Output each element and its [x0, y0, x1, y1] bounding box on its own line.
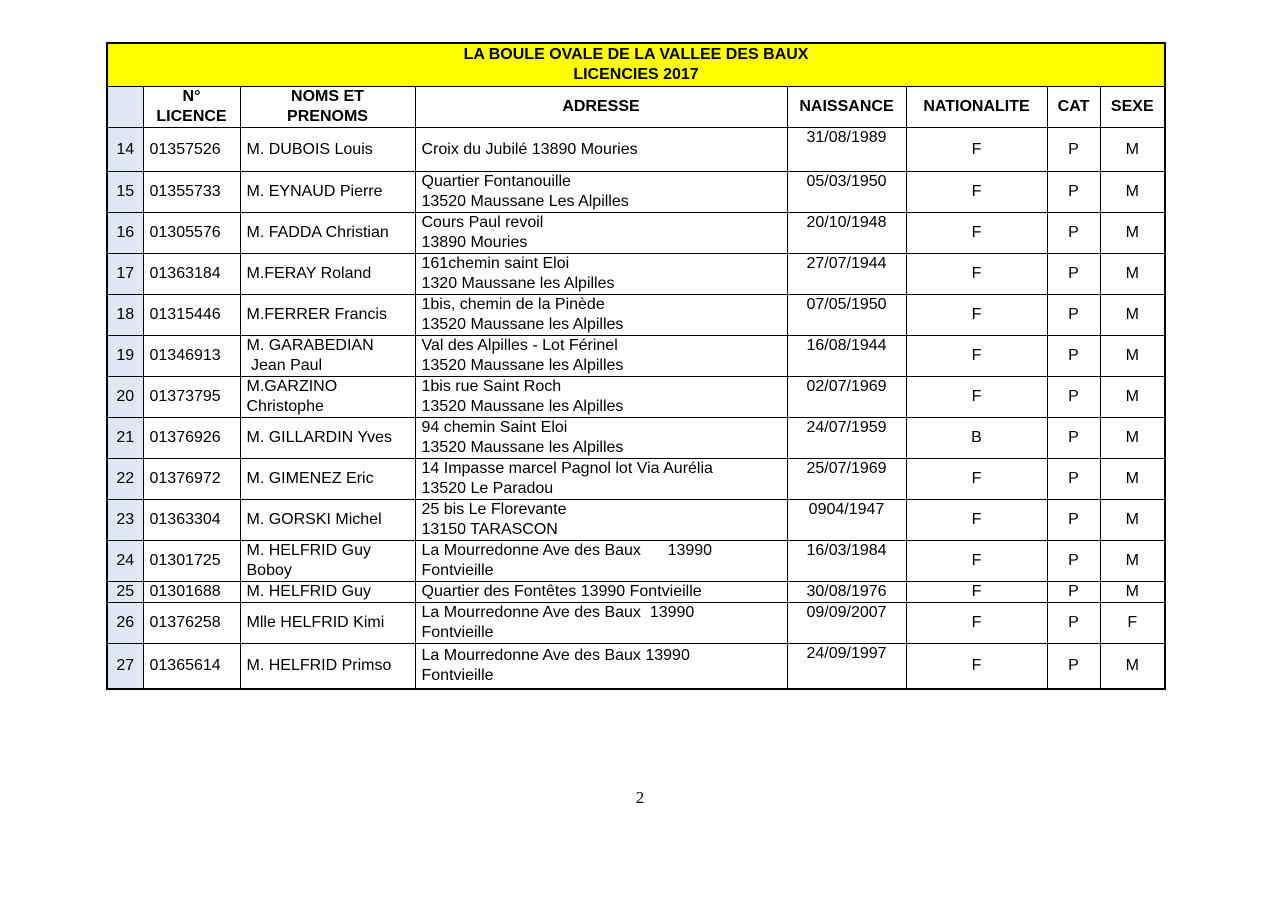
birth-date-cell: 25/07/1969 — [787, 459, 906, 500]
birth-date-cell: 0904/1947 — [787, 500, 906, 541]
address-line: 13890 Mouries — [421, 234, 528, 251]
nationality-cell: F — [906, 644, 1047, 690]
name-line: M. FADDA Christian — [246, 224, 389, 241]
name-line: M. GORSKI Michel — [246, 511, 382, 528]
category-cell: P — [1047, 603, 1100, 644]
name-line: M. GARABEDIAN — [246, 337, 374, 354]
address-line: 161chemin saint Eloi — [421, 255, 570, 272]
licence-cell: 01376926 — [143, 418, 240, 459]
address-cell — [415, 541, 787, 582]
licence-cell: 01346913 — [143, 336, 240, 377]
nationality-cell: F — [906, 254, 1047, 295]
name-cell — [240, 213, 415, 254]
address-line: 1320 Maussane les Alpilles — [421, 275, 615, 292]
address-cell — [415, 459, 787, 500]
name-line: M. HELFRID Guy — [246, 583, 371, 600]
column-header-nationality: NATIONALITE — [906, 87, 1047, 128]
licence-cell: 01363304 — [143, 500, 240, 541]
row-number-cell: 24 — [107, 541, 143, 582]
name-line: M. GIMENEZ Eric — [246, 470, 374, 487]
sex-cell: M — [1100, 213, 1165, 254]
table-row — [107, 213, 1165, 254]
address-cell — [415, 254, 787, 295]
category-cell: P — [1047, 582, 1100, 603]
birth-date-cell: 20/10/1948 — [787, 213, 906, 254]
table-row — [107, 128, 1165, 172]
table-row — [107, 336, 1165, 377]
category-cell: P — [1047, 128, 1100, 172]
address-cell — [415, 172, 787, 213]
category-cell: P — [1047, 295, 1100, 336]
category-cell: P — [1047, 459, 1100, 500]
address-line: 1bis, chemin de la Pinède — [421, 296, 605, 313]
address-line: Fontvieille — [421, 562, 494, 579]
birth-date-cell: 02/07/1969 — [787, 377, 906, 418]
nationality-cell: F — [906, 128, 1047, 172]
licence-cell: 01355733 — [143, 172, 240, 213]
column-header-licence — [143, 87, 240, 128]
document-title — [107, 43, 1165, 87]
name-line: M.GARZINO — [246, 378, 338, 395]
row-number-cell: 19 — [107, 336, 143, 377]
birth-date-cell: 16/08/1944 — [787, 336, 906, 377]
row-number-cell: 26 — [107, 603, 143, 644]
category-cell: P — [1047, 172, 1100, 213]
row-number-cell: 14 — [107, 128, 143, 172]
name-line: M. HELFRID Guy — [246, 542, 371, 559]
address-cell — [415, 295, 787, 336]
column-header-licence-line-1: N° — [182, 88, 201, 105]
nationality-cell: F — [906, 213, 1047, 254]
column-header-sex: SEXE — [1100, 87, 1165, 128]
address-line: 13520 Maussane les Alpilles — [421, 357, 624, 374]
title-line-1: LA BOULE OVALE DE LA VALLEE DES BAUX — [463, 46, 809, 63]
birth-date-cell: 27/07/1944 — [787, 254, 906, 295]
licence-cell: 01315446 — [143, 295, 240, 336]
address-line: 13520 Maussane les Alpilles — [421, 316, 624, 333]
table-row — [107, 418, 1165, 459]
name-cell — [240, 500, 415, 541]
address-line: 13520 Le Paradou — [421, 480, 554, 497]
row-number-cell: 21 — [107, 418, 143, 459]
name-line: Mlle HELFRID Kimi — [246, 614, 385, 631]
address-cell — [415, 418, 787, 459]
nationality-cell: F — [906, 336, 1047, 377]
birth-date-cell: 05/03/1950 — [787, 172, 906, 213]
licence-cell: 01301725 — [143, 541, 240, 582]
row-number-cell: 22 — [107, 459, 143, 500]
address-line: La Mourredonne Ave des Baux 13990 — [421, 542, 713, 559]
address-line: Croix du Jubilé 13890 Mouries — [421, 140, 638, 158]
sex-cell: M — [1100, 172, 1165, 213]
name-cell — [240, 172, 415, 213]
row-number-cell: 18 — [107, 295, 143, 336]
address-line: Fontvieille — [421, 624, 494, 641]
licence-cell: 01357526 — [143, 128, 240, 172]
address-line: 13150 TARASCON — [421, 521, 558, 538]
address-cell — [415, 500, 787, 541]
address-line: 13520 Maussane Les Alpilles — [421, 193, 629, 210]
nationality-cell: F — [906, 172, 1047, 213]
title-line-2: LICENCIES 2017 — [573, 66, 699, 83]
name-cell — [240, 418, 415, 459]
address-line: 13520 Maussane les Alpilles — [421, 439, 624, 456]
page-number: 2 — [635, 788, 645, 807]
name-line: M.FERRER Francis — [246, 306, 387, 323]
row-number-cell: 16 — [107, 213, 143, 254]
table-row — [107, 603, 1165, 644]
category-cell: P — [1047, 254, 1100, 295]
nationality-cell: F — [906, 295, 1047, 336]
name-cell — [240, 644, 415, 690]
column-header-licence-line-2: LICENCE — [156, 108, 227, 125]
category-cell: P — [1047, 500, 1100, 541]
table-body — [107, 128, 1165, 690]
address-line: 13520 Maussane les Alpilles — [421, 398, 624, 415]
sex-cell: M — [1100, 128, 1165, 172]
address-cell — [415, 128, 787, 172]
table-row — [107, 172, 1165, 213]
category-cell: P — [1047, 336, 1100, 377]
table-row — [107, 644, 1165, 690]
nationality-cell: F — [906, 500, 1047, 541]
address-line: 94 chemin Saint Eloi — [421, 419, 568, 436]
address-cell — [415, 213, 787, 254]
name-cell — [240, 377, 415, 418]
column-header-address: ADRESSE — [415, 87, 787, 128]
row-number-cell: 23 — [107, 500, 143, 541]
address-line: La Mourredonne Ave des Baux 13990 — [421, 604, 695, 621]
sex-cell: M — [1100, 644, 1165, 690]
licence-cell: 01301688 — [143, 582, 240, 603]
column-header-name-line-2: PRENOMS — [287, 108, 368, 125]
address-cell — [415, 644, 787, 690]
licence-cell: 01376972 — [143, 459, 240, 500]
address-line: 14 Impasse marcel Pagnol lot Via Aurélia — [421, 460, 713, 477]
birth-date-cell: 31/08/1989 — [787, 128, 906, 172]
sex-cell: F — [1100, 603, 1165, 644]
address-line: 1bis rue Saint Roch — [421, 378, 562, 395]
table-row — [107, 377, 1165, 418]
address-line: 25 bis Le Florevante — [421, 501, 567, 518]
name-cell — [240, 459, 415, 500]
address-cell — [415, 582, 787, 603]
name-line: M. DUBOIS Louis — [246, 140, 373, 158]
name-cell — [240, 254, 415, 295]
nationality-cell: F — [906, 541, 1047, 582]
sex-cell: M — [1100, 295, 1165, 336]
licence-cell: 01363184 — [143, 254, 240, 295]
birth-date-cell: 07/05/1950 — [787, 295, 906, 336]
row-number-cell: 15 — [107, 172, 143, 213]
sex-cell: M — [1100, 582, 1165, 603]
licence-cell: 01305576 — [143, 213, 240, 254]
licence-cell: 01376258 — [143, 603, 240, 644]
address-line: Quartier Fontanouille — [421, 173, 571, 190]
table-row — [107, 295, 1165, 336]
name-line: Boboy — [246, 562, 292, 579]
sex-cell: M — [1100, 377, 1165, 418]
name-cell — [240, 541, 415, 582]
name-cell — [240, 295, 415, 336]
column-header-cat: CAT — [1047, 87, 1100, 128]
licence-cell: 01365614 — [143, 644, 240, 690]
name-line: Christophe — [246, 398, 324, 415]
birth-date-cell: 24/09/1997 — [787, 644, 906, 690]
row-number-cell: 20 — [107, 377, 143, 418]
row-number-cell: 17 — [107, 254, 143, 295]
row-number-cell: 27 — [107, 644, 143, 690]
column-header-name — [240, 87, 415, 128]
category-cell: P — [1047, 377, 1100, 418]
name-cell — [240, 336, 415, 377]
category-cell: P — [1047, 644, 1100, 690]
category-cell: P — [1047, 418, 1100, 459]
table-row — [107, 582, 1165, 603]
licensee-table — [106, 42, 1166, 690]
address-line: Quartier des Fontêtes 13990 Fontvieille — [421, 583, 702, 600]
birth-date-cell: 16/03/1984 — [787, 541, 906, 582]
column-header-number — [107, 87, 143, 128]
table-row — [107, 500, 1165, 541]
birth-date-cell: 09/09/2007 — [787, 603, 906, 644]
address-cell — [415, 603, 787, 644]
sex-cell: M — [1100, 418, 1165, 459]
name-cell — [240, 582, 415, 603]
birth-date-cell: 24/07/1959 — [787, 418, 906, 459]
address-line: Cours Paul revoil — [421, 214, 544, 231]
name-line: M.FERAY Roland — [246, 265, 372, 282]
column-header-name-line-1: NOMS ET — [291, 88, 364, 105]
name-line: Jean Paul — [246, 357, 323, 374]
nationality-cell: B — [906, 418, 1047, 459]
table-row — [107, 254, 1165, 295]
address-cell — [415, 336, 787, 377]
title-row — [107, 43, 1165, 87]
category-cell: P — [1047, 541, 1100, 582]
nationality-cell: F — [906, 603, 1047, 644]
nationality-cell: F — [906, 377, 1047, 418]
column-header-row — [107, 87, 1165, 128]
sex-cell: M — [1100, 500, 1165, 541]
name-cell — [240, 603, 415, 644]
name-line: M. HELFRID Primso — [246, 657, 392, 674]
sex-cell: M — [1100, 336, 1165, 377]
name-line: M. EYNAUD Pierre — [246, 183, 383, 200]
nationality-cell: F — [906, 582, 1047, 603]
address-line: La Mourredonne Ave des Baux 13990 — [421, 647, 690, 664]
birth-date-cell: 30/08/1976 — [787, 582, 906, 603]
address-line: Fontvieille — [421, 667, 494, 684]
sex-cell: M — [1100, 541, 1165, 582]
name-line: M. GILLARDIN Yves — [246, 429, 393, 446]
row-number-cell: 25 — [107, 582, 143, 603]
name-cell — [240, 128, 415, 172]
nationality-cell: F — [906, 459, 1047, 500]
table-row — [107, 459, 1165, 500]
category-cell: P — [1047, 213, 1100, 254]
sex-cell: M — [1100, 254, 1165, 295]
address-cell — [415, 377, 787, 418]
column-header-birth: NAISSANCE — [787, 87, 906, 128]
table-row — [107, 541, 1165, 582]
sex-cell: M — [1100, 459, 1165, 500]
address-line: Val des Alpilles - Lot Férinel — [421, 337, 618, 354]
licence-cell: 01373795 — [143, 377, 240, 418]
